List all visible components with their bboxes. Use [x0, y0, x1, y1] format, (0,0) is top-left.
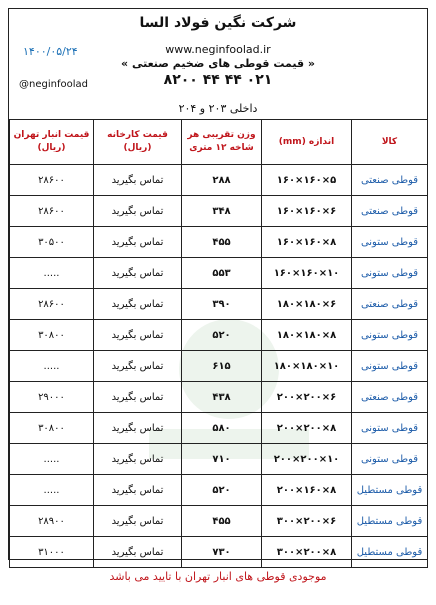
- table-row: [10, 475, 428, 506]
- cell-warehouse-price: ۳۰۵۰۰: [10, 227, 94, 258]
- cell-size: ۱۶۰×۱۶۰×۸: [262, 227, 352, 258]
- header-warehouse-price: قیمت انبار تهران (ریال): [10, 120, 94, 165]
- cell-weight: ۵۸۰: [182, 413, 262, 444]
- sheet-subtitle: « قیمت قوطی های ضخیم صنعتی »: [121, 57, 315, 70]
- cell-product: قوطی ستونی: [352, 258, 428, 289]
- cell-weight: ۷۳۰: [182, 537, 262, 568]
- cell-size: ۲۰۰×۲۰۰×۱۰: [262, 444, 352, 475]
- header-factory-price: قیمت کارخانه (ریال): [94, 120, 182, 165]
- table-row: [10, 413, 428, 444]
- cell-weight: ۴۵۵: [182, 506, 262, 537]
- cell-product: قوطی صنعتی: [352, 165, 428, 196]
- header-size: اندازه (mm): [262, 120, 352, 165]
- cell-product: قوطی صنعتی: [352, 196, 428, 227]
- cell-factory-price: تماس بگیرید: [94, 258, 182, 289]
- cell-product: قوطی صنعتی: [352, 382, 428, 413]
- cell-warehouse-price: ۳۰۸۰۰: [10, 413, 94, 444]
- cell-warehouse-price: ۳۰۸۰۰: [10, 320, 94, 351]
- cell-factory-price: تماس بگیرید: [94, 506, 182, 537]
- stock-footnote: موجودی قوطی های انبار تهران با تایید می باشد: [109, 570, 327, 583]
- table-row: [10, 289, 428, 320]
- cell-warehouse-price: ۲۸۶۰۰: [10, 289, 94, 320]
- cell-product: قوطی ستونی: [352, 227, 428, 258]
- cell-product: قوطی مستطیل: [352, 475, 428, 506]
- table-row: [10, 506, 428, 537]
- table-header-row: [10, 120, 428, 165]
- table-row: [10, 196, 428, 227]
- cell-factory-price: تماس بگیرید: [94, 196, 182, 227]
- table-row: [10, 320, 428, 351]
- table-row: [10, 227, 428, 258]
- cell-weight: ۷۱۰: [182, 444, 262, 475]
- cell-weight: ۵۲۰: [182, 320, 262, 351]
- cell-product: قوطی ستونی: [352, 320, 428, 351]
- cell-size: ۱۸۰×۱۸۰×۱۰: [262, 351, 352, 382]
- instagram-handle: @neginfoolad: [19, 79, 88, 90]
- cell-weight: ۵۵۳: [182, 258, 262, 289]
- cell-factory-price: تماس بگیرید: [94, 227, 182, 258]
- cell-factory-price: تماس بگیرید: [94, 382, 182, 413]
- cell-factory-price: تماس بگیرید: [94, 537, 182, 568]
- cell-factory-price: تماس بگیرید: [94, 320, 182, 351]
- cell-warehouse-price: ۲۸۹۰۰: [10, 506, 94, 537]
- cell-size: ۱۶۰×۱۶۰×۵: [262, 165, 352, 196]
- cell-product: قوطی صنعتی: [352, 289, 428, 320]
- table-row: [10, 351, 428, 382]
- cell-size: ۳۰۰×۲۰۰×۶: [262, 506, 352, 537]
- cell-factory-price: تماس بگیرید: [94, 475, 182, 506]
- cell-warehouse-price: ۲۸۶۰۰: [10, 165, 94, 196]
- cell-warehouse-price: ۲۸۶۰۰: [10, 196, 94, 227]
- phone-extension: داخلی ۲۰۳ و ۲۰۴: [178, 102, 258, 115]
- cell-factory-price: تماس بگیرید: [94, 165, 182, 196]
- cell-size: ۱۸۰×۱۸۰×۸: [262, 320, 352, 351]
- cell-size: ۲۰۰×۲۰۰×۶: [262, 382, 352, 413]
- cell-weight: ۵۲۰: [182, 475, 262, 506]
- cell-weight: ۴۳۸: [182, 382, 262, 413]
- cell-weight: ۲۸۸: [182, 165, 262, 196]
- company-name: شرکت نگین فولاد السا: [139, 15, 297, 31]
- cell-product: قوطی مستطیل: [352, 537, 428, 568]
- cell-size: ۲۰۰×۲۰۰×۸: [262, 413, 352, 444]
- website-link[interactable]: www.neginfoolad.ir: [165, 43, 271, 56]
- cell-size: ۱۶۰×۱۶۰×۱۰: [262, 258, 352, 289]
- price-sheet: [8, 8, 428, 560]
- cell-size: ۱۸۰×۱۸۰×۶: [262, 289, 352, 320]
- cell-warehouse-price: .....: [10, 258, 94, 289]
- cell-product: قوطی ستونی: [352, 444, 428, 475]
- cell-product: قوطی ستونی: [352, 413, 428, 444]
- cell-size: ۱۶۰×۱۶۰×۶: [262, 196, 352, 227]
- table-row: [10, 444, 428, 475]
- price-table: [9, 119, 428, 568]
- cell-factory-price: تماس بگیرید: [94, 351, 182, 382]
- cell-warehouse-price: ۲۹۰۰۰: [10, 382, 94, 413]
- header-weight: وزن تقریبی هر شاخه ۱۲ متری: [182, 120, 262, 165]
- cell-weight: ۳۹۰: [182, 289, 262, 320]
- cell-weight: ۴۵۵: [182, 227, 262, 258]
- cell-product: قوطی ستونی: [352, 351, 428, 382]
- phone-number: ۰۲۱ ۴۴ ۴۴ ۸۲۰۰: [163, 72, 273, 88]
- header-product: کالا: [352, 120, 428, 165]
- cell-size: ۳۰۰×۲۰۰×۸: [262, 537, 352, 568]
- cell-weight: ۶۱۵: [182, 351, 262, 382]
- cell-warehouse-price: .....: [10, 444, 94, 475]
- price-date: ۱۴۰۰/۰۵/۲۴: [23, 45, 78, 58]
- cell-size: ۲۰۰×۱۶۰×۸: [262, 475, 352, 506]
- table-row: [10, 258, 428, 289]
- sheet-header: [9, 9, 427, 120]
- table-row: [10, 165, 428, 196]
- cell-warehouse-price: .....: [10, 475, 94, 506]
- cell-warehouse-price: ۳۱۰۰۰: [10, 537, 94, 568]
- cell-factory-price: تماس بگیرید: [94, 413, 182, 444]
- cell-product: قوطی مستطیل: [352, 506, 428, 537]
- table-row: [10, 537, 428, 568]
- cell-weight: ۳۴۸: [182, 196, 262, 227]
- cell-warehouse-price: .....: [10, 351, 94, 382]
- cell-factory-price: تماس بگیرید: [94, 444, 182, 475]
- table-row: [10, 382, 428, 413]
- cell-factory-price: تماس بگیرید: [94, 289, 182, 320]
